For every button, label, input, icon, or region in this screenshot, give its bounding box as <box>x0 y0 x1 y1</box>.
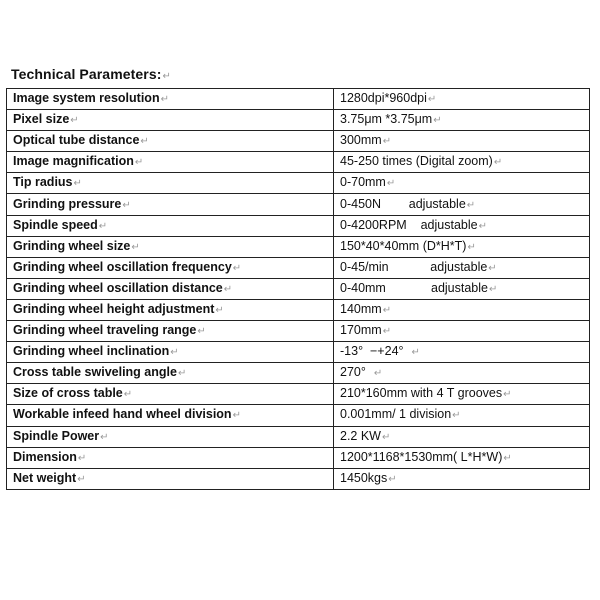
parameter-value-cell <box>334 131 590 152</box>
parameter-value: 170mm <box>340 323 382 338</box>
parameter-value-cell <box>334 363 590 384</box>
parameter-label-cell <box>7 89 334 110</box>
parameter-label: Grinding wheel inclination <box>13 344 170 359</box>
parameter-label: Grinding wheel oscillation frequency <box>13 259 232 274</box>
parameter-label-cell <box>7 152 334 173</box>
paragraph-mark-icon: ↵ <box>503 452 512 464</box>
parameter-label-cell <box>7 363 334 384</box>
paragraph-mark-icon: ↵ <box>223 283 233 295</box>
parameter-label: Image system resolution <box>13 91 160 106</box>
parameter-value-cell <box>334 384 590 405</box>
parameter-value: 150*40*40mm (D*H*T) <box>340 238 467 253</box>
table-row <box>7 173 590 194</box>
paragraph-mark-icon: ↵ <box>382 326 392 338</box>
parameter-value: 45-250 times (Digital zoom) <box>340 154 493 169</box>
parameter-label-cell <box>7 426 334 447</box>
parameter-value-cell <box>334 257 590 278</box>
parameter-value-cell <box>334 447 590 468</box>
parameter-value: 0-45/min adjustable <box>340 259 488 274</box>
table-row <box>7 363 590 384</box>
paragraph-mark-icon: ↵ <box>467 241 476 253</box>
paragraph-mark-icon: ↵ <box>232 262 242 274</box>
parameter-label-cell <box>7 447 334 468</box>
parameter-label: Optical tube distance <box>13 133 140 148</box>
parameter-value-cell <box>334 468 590 489</box>
paragraph-mark-icon: ↵ <box>77 452 87 464</box>
parameter-label-cell <box>7 468 334 489</box>
parameter-value: -13° −+24° <box>340 344 411 359</box>
parameter-label-cell <box>7 405 334 426</box>
paragraph-mark-icon: ↵ <box>478 220 487 232</box>
table-row <box>7 194 590 215</box>
parameter-value: 270° <box>340 365 373 380</box>
parameter-value-cell <box>334 321 590 342</box>
parameter-label: Tip radius <box>13 175 73 190</box>
paragraph-mark-icon: ↵ <box>160 94 169 106</box>
parameter-label-cell <box>7 236 334 257</box>
technical-parameters-table <box>6 88 590 490</box>
table-row <box>7 405 590 426</box>
page-title <box>11 66 171 82</box>
parameter-label-cell <box>7 257 334 278</box>
table-row <box>7 89 590 110</box>
paragraph-mark-icon: ↵ <box>488 283 498 295</box>
parameter-value: 0-40mm adjustable <box>340 280 488 295</box>
parameter-value-cell <box>334 173 590 194</box>
paragraph-mark-icon: ↵ <box>134 157 144 169</box>
paragraph-mark-icon: ↵ <box>162 71 171 82</box>
parameter-label: Pixel size <box>13 112 70 127</box>
parameter-label: Size of cross table <box>13 386 123 401</box>
parameter-label-cell <box>7 299 334 320</box>
parameter-value: 1450kgs <box>340 470 388 485</box>
table-row <box>7 299 590 320</box>
parameter-label: Grinding wheel traveling range <box>13 323 197 338</box>
parameter-value-cell <box>334 236 590 257</box>
table-row <box>7 278 590 299</box>
parameter-label-cell <box>7 215 334 236</box>
parameter-value: 300mm <box>340 133 382 148</box>
parameter-value: 210*160mm with 4 T grooves <box>340 386 503 401</box>
parameter-value-cell <box>334 299 590 320</box>
parameter-label: Workable infeed hand wheel division <box>13 407 232 422</box>
paragraph-mark-icon: ↵ <box>197 326 206 338</box>
parameter-label: Grinding wheel size <box>13 238 131 253</box>
paragraph-mark-icon: ↵ <box>382 431 391 443</box>
paragraph-mark-icon: ↵ <box>433 115 442 127</box>
parameter-value: 3.75μm *3.75μm <box>340 112 433 127</box>
parameter-value: 140mm <box>340 301 382 316</box>
paragraph-mark-icon: ↵ <box>373 368 383 380</box>
parameter-value-cell <box>334 405 590 426</box>
parameter-value-cell <box>334 278 590 299</box>
paragraph-mark-icon: ↵ <box>493 157 503 169</box>
parameter-value-cell <box>334 152 590 173</box>
parameter-label-cell <box>7 110 334 131</box>
paragraph-mark-icon: ↵ <box>77 473 86 485</box>
paragraph-mark-icon: ↵ <box>131 241 140 253</box>
paragraph-mark-icon: ↵ <box>73 178 82 190</box>
table-row <box>7 447 590 468</box>
parameter-label: Net weight <box>13 470 77 485</box>
parameter-value: 0-450N adjustable <box>340 196 466 211</box>
parameter-value: 0-70mm <box>340 175 386 190</box>
parameter-value-cell <box>334 426 590 447</box>
parameter-label: Spindle Power <box>13 428 100 443</box>
parameter-label-cell <box>7 342 334 363</box>
paragraph-mark-icon: ↵ <box>411 347 420 359</box>
paragraph-mark-icon: ↵ <box>98 220 108 232</box>
parameter-label-cell <box>7 384 334 405</box>
paragraph-mark-icon: ↵ <box>215 304 224 316</box>
paragraph-mark-icon: ↵ <box>232 410 241 422</box>
paragraph-mark-icon: ↵ <box>140 136 149 148</box>
parameter-label-cell <box>7 173 334 194</box>
parameter-value-cell <box>334 215 590 236</box>
parameter-value-cell <box>334 89 590 110</box>
parameter-label-cell <box>7 278 334 299</box>
parameter-value: 1280dpi*960dpi <box>340 91 427 106</box>
paragraph-mark-icon: ↵ <box>177 368 187 380</box>
paragraph-mark-icon: ↵ <box>170 347 179 359</box>
paragraph-mark-icon: ↵ <box>122 199 131 211</box>
parameter-label-cell <box>7 131 334 152</box>
parameter-label: Cross table swiveling angle <box>13 365 177 380</box>
paragraph-mark-icon: ↵ <box>386 178 396 190</box>
parameter-value: 1200*1168*1530mm( L*H*W) <box>340 449 503 464</box>
paragraph-mark-icon: ↵ <box>100 431 109 443</box>
paragraph-mark-icon: ↵ <box>123 389 133 401</box>
paragraph-mark-icon: ↵ <box>388 473 397 485</box>
parameter-label: Grinding wheel oscillation distance <box>13 280 223 295</box>
parameter-value-cell <box>334 110 590 131</box>
paragraph-mark-icon: ↵ <box>503 389 512 401</box>
paragraph-mark-icon: ↵ <box>382 304 392 316</box>
paragraph-mark-icon: ↵ <box>488 262 497 274</box>
paragraph-mark-icon: ↵ <box>466 199 476 211</box>
paragraph-mark-icon: ↵ <box>382 136 392 148</box>
parameter-value: 0-4200RPM adjustable <box>340 217 478 232</box>
table-row <box>7 110 590 131</box>
paragraph-mark-icon: ↵ <box>452 410 461 422</box>
parameter-value-cell <box>334 194 590 215</box>
table-row <box>7 152 590 173</box>
table-row <box>7 426 590 447</box>
parameter-label-cell <box>7 321 334 342</box>
table-row <box>7 236 590 257</box>
table-row <box>7 468 590 489</box>
parameter-label: Grinding pressure <box>13 196 122 211</box>
table-body <box>7 89 590 490</box>
parameter-label-cell <box>7 194 334 215</box>
paragraph-mark-icon: ↵ <box>70 115 79 127</box>
page-title-text: Technical Parameters: <box>11 66 162 82</box>
parameter-value-cell <box>334 342 590 363</box>
table-row <box>7 257 590 278</box>
table-row <box>7 321 590 342</box>
parameter-value: 2.2 KW <box>340 428 381 443</box>
paragraph-mark-icon: ↵ <box>427 94 437 106</box>
table-row <box>7 342 590 363</box>
parameter-value: 0.001mm/ 1 division <box>340 407 452 422</box>
table-row <box>7 215 590 236</box>
table-row <box>7 384 590 405</box>
table-row <box>7 131 590 152</box>
parameter-label: Image magnification <box>13 154 134 169</box>
parameter-label: Spindle speed <box>13 217 98 232</box>
parameter-label: Grinding wheel height adjustment <box>13 301 215 316</box>
parameter-label: Dimension <box>13 449 77 464</box>
